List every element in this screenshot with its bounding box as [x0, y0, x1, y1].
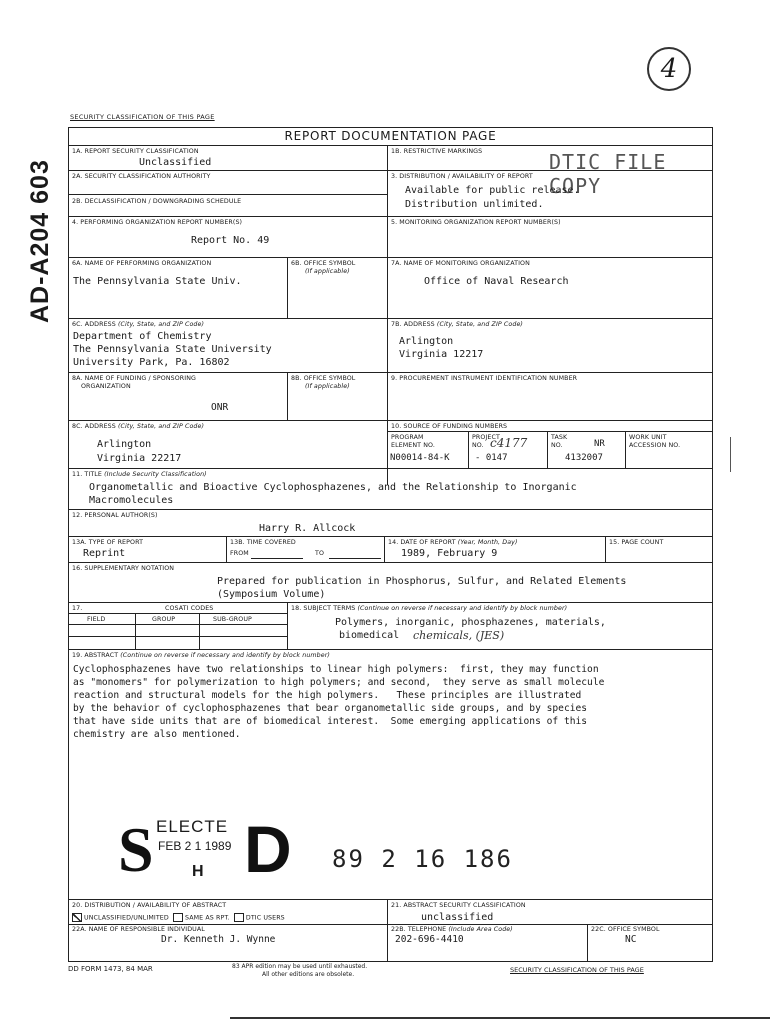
- rule: [69, 194, 387, 195]
- project-number: - 0147: [475, 453, 508, 463]
- center-divider: [387, 145, 388, 485]
- rule: [69, 636, 287, 637]
- subject-terms-handwritten: chemicals, (JES): [413, 629, 505, 642]
- security-classification-header: SECURITY CLASSIFICATION OF THIS PAGE: [70, 113, 215, 121]
- label-22a: 22A. NAME OF RESPONSIBLE INDIVIDUAL: [72, 926, 205, 933]
- label-4: 4. PERFORMING ORGANIZATION REPORT NUMBER(S): [72, 219, 243, 226]
- label-work-unit: WORK UNIT: [629, 434, 667, 441]
- edition-note-1: 83 APR edition may be used until exhausted.: [232, 963, 368, 970]
- monitoring-address-line-1: Arlington: [399, 336, 454, 347]
- stamp-letter-d: D: [244, 812, 292, 886]
- distribution-line-1: Available for public release.: [405, 185, 580, 196]
- performing-address-line-1: Department of Chemistry: [73, 331, 212, 342]
- circled-page-number: 4: [647, 47, 691, 91]
- performing-address-line-3: University Park, Pa. 16802: [73, 357, 230, 368]
- checkbox-unclassified[interactable]: [72, 913, 82, 922]
- label-1b: 1B. RESTRICTIVE MARKINGS: [391, 148, 483, 155]
- program-element-number: N00014-84-K: [390, 453, 450, 463]
- label-1a: 1A. REPORT SECURITY CLASSIFICATION: [72, 148, 199, 155]
- label-group: GROUP: [152, 616, 176, 623]
- report-type: Reprint: [83, 548, 126, 559]
- rule: [69, 257, 712, 258]
- title-line-2: Macromolecules: [89, 495, 174, 506]
- rule: [69, 536, 712, 537]
- abstract-line-2: as "monomers" for polymerization to high polymers; and second, they serve as small molecule: [73, 677, 605, 688]
- stamp-letter-h: H: [192, 863, 204, 880]
- divider-14: [384, 536, 385, 562]
- scan-mark: [730, 437, 731, 472]
- label-12: 12. PERSONAL AUTHOR(S): [72, 512, 158, 519]
- label-16: 16. SUPPLEMENTARY NOTATION: [72, 565, 175, 572]
- footer-classification: SECURITY CLASSIFICATION OF THIS PAGE: [510, 966, 644, 974]
- funding-organization: ONR: [211, 402, 229, 413]
- label-program: PROGRAM: [391, 434, 424, 441]
- label-11: 11. TITLE (Include Security Classification): [72, 471, 207, 478]
- label-20: 20. DISTRIBUTION / AVAILABILITY OF ABSTRACT: [72, 902, 227, 909]
- supplementary-line-1: Prepared for publication in Phosphorus, Sulfur, and Related Elements: [217, 576, 627, 587]
- label-work-unit-2: ACCESSION NO.: [629, 442, 681, 449]
- label-project-2: NO.: [472, 442, 484, 449]
- label-project: PROJECT: [472, 434, 500, 441]
- checkbox-same-as-rpt[interactable]: [173, 913, 183, 922]
- performing-organization-name: The Pennsylvania State Univ.: [73, 276, 242, 287]
- distribution-line-2: Distribution unlimited.: [405, 199, 544, 210]
- rule: [69, 899, 712, 900]
- form-id: DD FORM 1473, 84 MAR: [68, 965, 153, 973]
- edition-note-2: All other editions are obsolete.: [262, 971, 355, 978]
- divider-10b: [547, 431, 548, 468]
- rule: [69, 420, 712, 421]
- performing-address-line-2: The Pennsylvania State University: [73, 344, 272, 355]
- label-8b: 8B. OFFICE SYMBOL: [291, 375, 356, 382]
- rule: [69, 649, 712, 650]
- distribution-options: UNCLASSIFIED/UNLIMITED SAME AS RPT. DTIC USERS: [72, 913, 285, 922]
- personal-author: Harry R. Allcock: [259, 523, 356, 534]
- label-2a: 2A. SECURITY CLASSIFICATION AUTHORITY: [72, 173, 211, 180]
- label-cosati: COSATI CODES: [165, 605, 214, 612]
- label-to: TO: [315, 550, 325, 557]
- report-number: Report No. 49: [191, 235, 270, 246]
- label-22b: 22B. TELEPHONE (Include Area Code): [391, 926, 513, 933]
- divider-21: [387, 899, 388, 961]
- divider-10a: [468, 431, 469, 468]
- task-number: 4132007: [565, 453, 603, 463]
- divider-8b: [287, 372, 288, 420]
- rule: [69, 216, 712, 217]
- rule: [69, 624, 287, 625]
- label-21: 21. ABSTRACT SECURITY CLASSIFICATION: [391, 902, 526, 909]
- label-19: 19. ABSTRACT (Continue on reverse if necessary and identify by block number): [72, 652, 330, 659]
- rule: [69, 468, 712, 469]
- abstract-security-classification: unclassified: [421, 912, 494, 923]
- divider-22c: [587, 924, 588, 961]
- divider-15: [605, 536, 606, 562]
- funding-address-line-1: Arlington: [97, 439, 152, 450]
- cosati-div-2: [199, 613, 200, 649]
- dtic-electe-stamp: [118, 812, 298, 890]
- monitoring-organization-name: Office of Naval Research: [424, 276, 569, 287]
- label-8b-sub: (If applicable): [305, 383, 350, 390]
- label-17: 17.: [72, 605, 83, 612]
- subject-terms-line-2: biomedical: [339, 630, 400, 641]
- label-6b: 6B. OFFICE SYMBOL: [291, 260, 356, 267]
- label-13b: 13B. TIME COVERED: [230, 539, 296, 546]
- label-task-2: NO.: [551, 442, 563, 449]
- rule: [69, 924, 712, 925]
- dtic-file-copy-stamp: DTIC FILE COPY: [549, 150, 667, 198]
- label-8c: 8C. ADDRESS (City, State, and ZIP Code): [72, 423, 205, 430]
- label-7a: 7A. NAME OF MONITORING ORGANIZATION: [391, 260, 530, 267]
- form-title: REPORT DOCUMENTATION PAGE: [69, 128, 712, 146]
- rule: [69, 372, 712, 373]
- rule: [387, 431, 712, 432]
- label-task: TASK: [551, 434, 568, 441]
- label-7b: 7B. ADDRESS (City, State, and ZIP Code): [391, 321, 523, 328]
- project-handwritten: c4177: [490, 436, 528, 450]
- funding-address-line-2: Virginia 22217: [97, 453, 182, 464]
- label-2b: 2B. DECLASSIFICATION / DOWNGRADING SCHEDULE: [72, 198, 242, 205]
- label-8a: 8A. NAME OF FUNDING / SPONSORING: [72, 375, 197, 382]
- task-nr: NR: [594, 439, 605, 449]
- label-8a-org: ORGANIZATION: [81, 383, 131, 390]
- subject-terms-line-1: Polymers, inorganic, phosphazenes, materials,: [335, 617, 606, 628]
- abstract-line-6: chemistry are also mentioned.: [73, 729, 241, 740]
- label-6c: 6C. ADDRESS (City, State, and ZIP Code): [72, 321, 205, 328]
- cosati-div-1: [135, 613, 136, 649]
- accession-stamp-number: 89 2 16 186: [332, 845, 513, 873]
- label-subgroup: SUB-GROUP: [213, 616, 252, 623]
- stamp-date: FEB 2 1 1989: [158, 839, 232, 853]
- label-from: FROM: [230, 550, 249, 557]
- divider-18: [287, 602, 288, 649]
- divider-13b: [226, 536, 227, 562]
- divider-6b: [287, 257, 288, 318]
- from-line: [251, 558, 303, 559]
- label-10: 10. SOURCE OF FUNDING NUMBERS: [391, 423, 508, 430]
- label-field: FIELD: [87, 616, 106, 623]
- stamp-letter-s: S: [118, 814, 154, 885]
- label-5: 5. MONITORING ORGANIZATION REPORT NUMBER(S): [391, 219, 561, 226]
- label-9: 9. PROCUREMENT INSTRUMENT IDENTIFICATION NUMBER: [391, 375, 578, 382]
- label-program-2: ELEMENT NO.: [391, 442, 435, 449]
- label-18: 18. SUBJECT TERMS (Continue on reverse if necessary and identify by block number): [291, 605, 568, 612]
- scan-edge-line: [230, 1017, 770, 1019]
- label-3: 3. DISTRIBUTION / AVAILABILITY OF REPORT: [391, 173, 533, 180]
- telephone: 202-696-4410: [395, 934, 464, 945]
- abstract-line-1: Cyclophosphazenes have two relationships to linear high polymers: first, they may function: [73, 664, 599, 675]
- to-line: [329, 558, 381, 559]
- checkbox-dtic-users[interactable]: [234, 913, 244, 922]
- rule: [69, 562, 712, 563]
- divider-10c: [625, 431, 626, 468]
- abstract-line-4: by the behavior of cyclophosphazenes that bear organometallic side groups, and by species: [73, 703, 588, 714]
- responsible-individual: Dr. Kenneth J. Wynne: [161, 934, 276, 945]
- supplementary-line-2: (Symposium Volume): [217, 589, 326, 600]
- label-14: 14. DATE OF REPORT (Year, Month, Day): [388, 539, 518, 546]
- label-22c: 22C. OFFICE SYMBOL: [591, 926, 660, 933]
- rule: [69, 602, 712, 603]
- stamp-electe: ELECTE: [156, 817, 229, 836]
- title-line-1: Organometallic and Bioactive Cyclophosphazenes, and the Relationship to Inorganic: [89, 482, 577, 493]
- label-6a: 6A. NAME OF PERFORMING ORGANIZATION: [72, 260, 212, 267]
- label-13a: 13A. TYPE OF REPORT: [72, 539, 144, 546]
- document-accession-id: AD-A204 603: [26, 159, 54, 323]
- rule: [69, 613, 287, 614]
- label-15: 15. PAGE COUNT: [609, 539, 664, 546]
- rule: [69, 509, 712, 510]
- label-6b-sub: (If applicable): [305, 268, 350, 275]
- rule: [69, 170, 712, 171]
- monitoring-address-line-2: Virginia 12217: [399, 349, 484, 360]
- abstract-line-3: reaction and structural models for the high polymers. These principles are illustrated: [73, 690, 582, 701]
- rule: [69, 318, 712, 319]
- report-date: 1989, February 9: [401, 548, 498, 559]
- report-security-classification: Unclassified: [139, 157, 212, 168]
- office-symbol: NC: [625, 934, 637, 945]
- abstract-line-5: that have side units that are of biomedical interest. Some emerging applications of this: [73, 716, 588, 727]
